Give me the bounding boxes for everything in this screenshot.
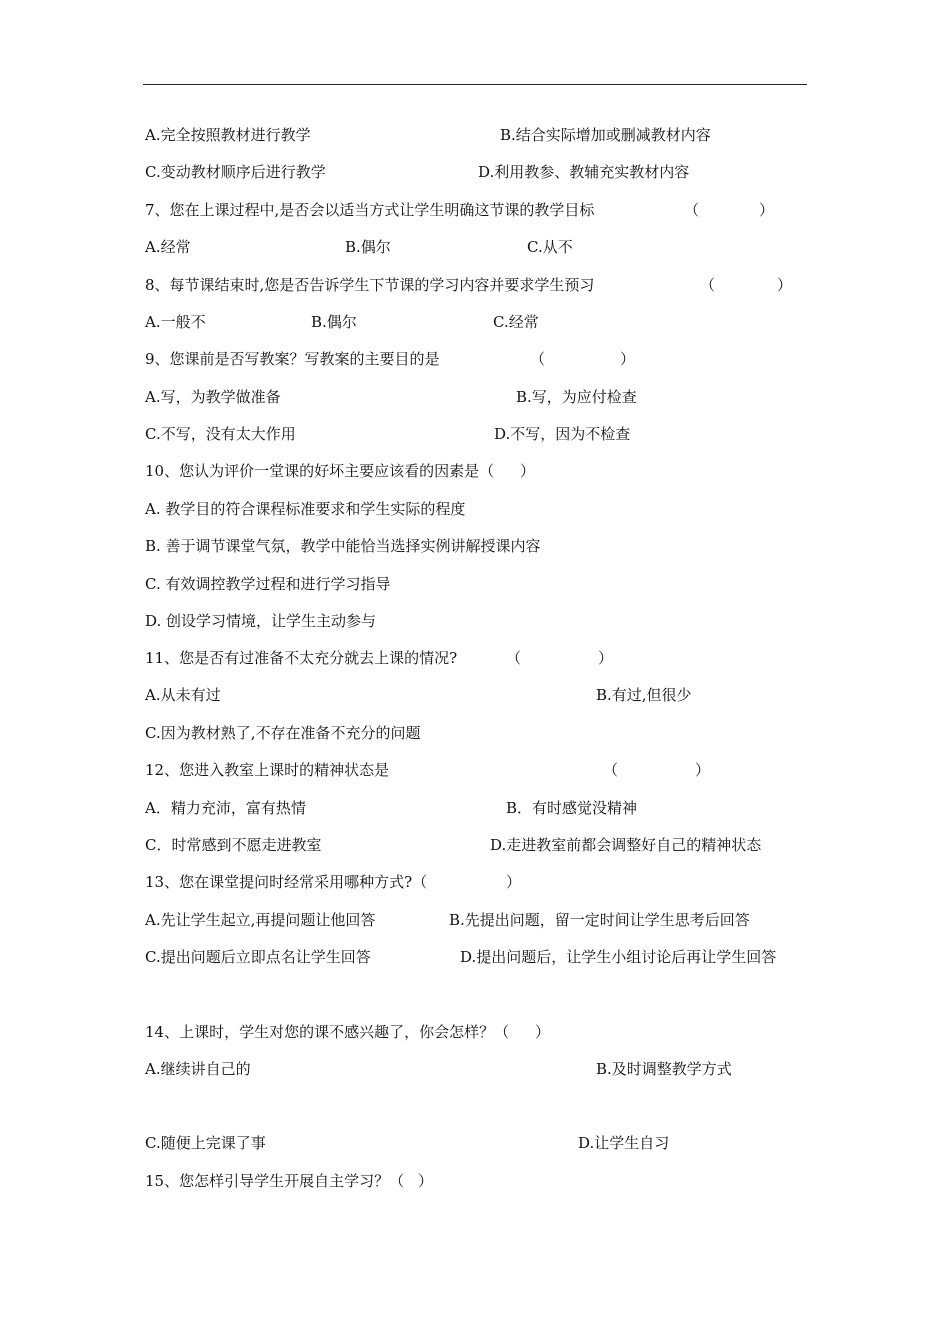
option-text: C．时常感到不愿走进教室 — [145, 836, 322, 854]
question-text: 8、每节课结束时,您是否告诉学生下节课的学习内容并要求学生预习 — [145, 276, 595, 294]
option-text: D.让学生自习 — [578, 1134, 670, 1152]
question-text: 15、您怎样引导学生开展自主学习？（ — [145, 1172, 405, 1190]
answer-bracket: ） — [520, 462, 536, 480]
answer-bracket: ） — [418, 1172, 434, 1190]
question-text: 13、您在课堂提问时经常采用哪种方式?（ — [145, 873, 428, 891]
option-text: C.因为教材熟了,不存在准备不充分的问题 — [145, 724, 421, 742]
option-text: A.先让学生起立,再提问题让他回答 — [145, 911, 376, 929]
question-text: 9、您课前是否写教案？写教案的主要目的是 — [145, 350, 440, 368]
answer-bracket: （ — [700, 276, 716, 294]
option-text: A.继续讲自己的 — [145, 1060, 251, 1078]
answer-bracket: ） — [598, 649, 614, 667]
option-text: C.变动教材顺序后进行教学 — [145, 163, 326, 181]
option-text: D.不写，因为不检查 — [494, 425, 631, 443]
option-text: A.写，为教学做准备 — [145, 388, 281, 406]
answer-bracket: （ — [506, 649, 522, 667]
answer-bracket: ） — [695, 761, 711, 779]
option-text: B．有时感觉没精神 — [506, 799, 638, 817]
option-text: B.及时调整教学方式 — [596, 1060, 732, 1078]
option-text: C.经常 — [493, 313, 539, 331]
option-text: C.不写，没有太大作用 — [145, 425, 296, 443]
answer-bracket: ） — [777, 276, 793, 294]
option-text: B.偶尔 — [311, 313, 357, 331]
option-text: A．精力充沛，富有热情 — [145, 799, 306, 817]
option-text: D.走进教室前都会调整好自己的精神状态 — [490, 836, 762, 854]
option-text: D.提出问题后，让学生小组讨论后再让学生回答 — [460, 948, 777, 966]
option-text: D. 创设学习情境，让学生主动参与 — [145, 612, 377, 630]
option-text: B.先提出问题，留一定时间让学生思考后回答 — [449, 911, 750, 929]
question-text: 12、您进入教室上课时的精神状态是 — [145, 761, 390, 779]
option-text: C.提出问题后立即点名让学生回答 — [145, 948, 371, 966]
option-text: D.利用教参、教辅充实教材内容 — [478, 163, 690, 181]
option-text: C. 有效调控教学过程和进行学习指导 — [145, 575, 391, 593]
answer-bracket: （ — [603, 761, 619, 779]
answer-bracket: （ — [684, 201, 700, 219]
option-text: B.写，为应付检查 — [516, 388, 637, 406]
option-text: A.从未有过 — [145, 686, 221, 704]
option-text: A.经常 — [145, 238, 191, 256]
answer-bracket: ） — [620, 350, 636, 368]
answer-bracket: ） — [506, 873, 522, 891]
question-text: 11、您是否有过准备不太充分就去上课的情况? — [145, 649, 458, 667]
option-text: A. 教学目的符合课程标准要求和学生实际的程度 — [145, 500, 466, 518]
answer-bracket: （ — [530, 350, 546, 368]
option-text: B.有过,但很少 — [596, 686, 692, 704]
option-text: B.偶尔 — [345, 238, 391, 256]
question-text: 14、上课时，学生对您的课不感兴趣了，你会怎样？（ — [145, 1023, 510, 1041]
option-text: C.从不 — [527, 238, 573, 256]
option-text: C.随便上完课了事 — [145, 1134, 266, 1152]
question-text: 10、您认为评价一堂课的好坏主要应该看的因素是（ — [145, 462, 495, 480]
answer-bracket: ） — [535, 1023, 551, 1041]
option-text: A.一般不 — [145, 313, 206, 331]
answer-bracket: ） — [759, 201, 775, 219]
option-text: A.完全按照教材进行教学 — [145, 126, 311, 144]
option-text: B.结合实际增加或删减教材内容 — [500, 126, 711, 144]
option-text: B. 善于调节课堂气氛，教学中能恰当选择实例讲解授课内容 — [145, 537, 541, 555]
question-text: 7、您在上课过程中,是否会以适当方式让学生明确这节课的教学目标 — [145, 201, 595, 219]
header-rule — [143, 84, 807, 85]
